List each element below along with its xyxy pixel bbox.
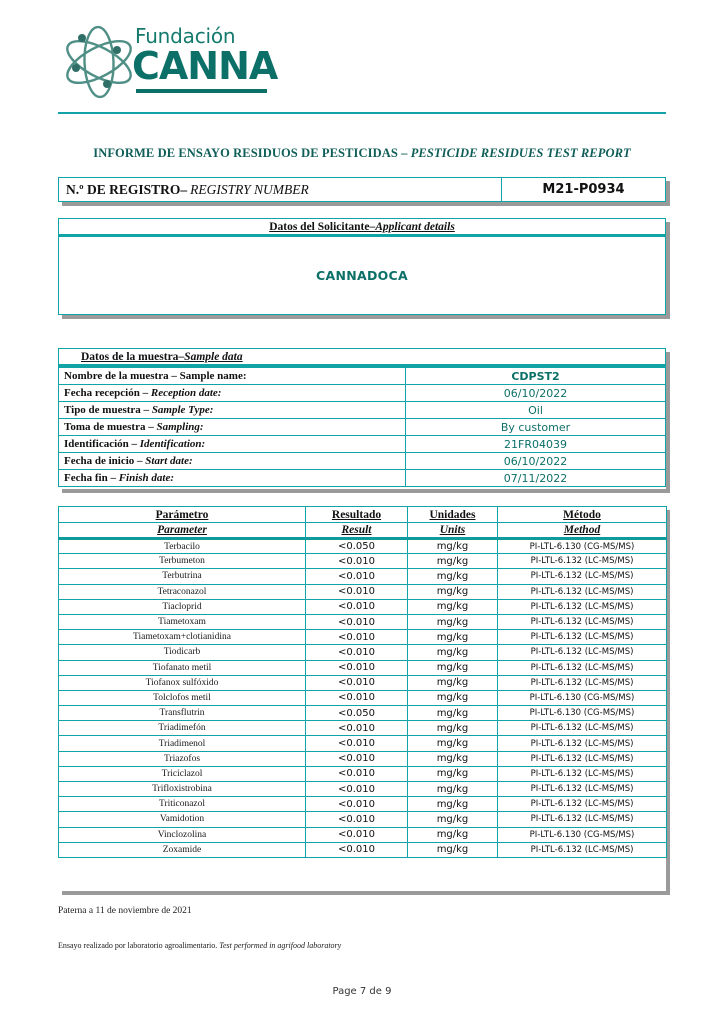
header-divider <box>58 112 666 114</box>
results-header-method <box>498 523 667 539</box>
table-row <box>59 706 667 721</box>
table-row <box>59 539 667 554</box>
result-method: PI-LTL-6.132 (LC-MS/MS) <box>498 721 667 736</box>
applicant-shadow-right <box>666 222 670 319</box>
result-parameter: Tolclofos metil <box>59 690 306 705</box>
result-units: mg/kg <box>408 706 498 721</box>
sample-data-label <box>59 385 406 402</box>
sample-section-header <box>58 348 666 367</box>
result-method: PI-LTL-6.132 (LC-MS/MS) <box>498 842 667 857</box>
result-value: <0.010 <box>306 736 408 751</box>
result-value: <0.010 <box>306 569 408 584</box>
result-parameter: Tiofanato metil <box>59 660 306 675</box>
result-units: mg/kg <box>408 675 498 690</box>
footer-note-es: Ensayo realizado por laboratorio agroalimentario. <box>58 941 220 950</box>
result-units: mg/kg <box>408 584 498 599</box>
sample-data-label-es: Identificación – <box>64 438 140 450</box>
sample-data-label-es: Fecha de inicio – <box>64 455 146 467</box>
sample-data-table <box>58 367 666 487</box>
registry-row <box>58 177 666 202</box>
sample-data-label <box>59 402 406 419</box>
table-row <box>59 751 667 766</box>
result-method: PI-LTL-6.132 (LC-MS/MS) <box>498 660 667 675</box>
registry-number-value: M21-P0934 <box>502 177 666 202</box>
result-units: mg/kg <box>408 812 498 827</box>
results-header-metodo <box>498 507 667 523</box>
results-header-result <box>306 523 408 539</box>
result-parameter: Tiacloprid <box>59 599 306 614</box>
table-row <box>59 675 667 690</box>
result-method: PI-LTL-6.132 (LC-MS/MS) <box>498 812 667 827</box>
result-parameter: Terbutrina <box>59 569 306 584</box>
result-units: mg/kg <box>408 690 498 705</box>
result-value: <0.050 <box>306 706 408 721</box>
sample-data-row <box>59 470 666 487</box>
result-parameter: Tiametoxam+clotianidina <box>59 630 306 645</box>
result-parameter: Tetraconazol <box>59 584 306 599</box>
sample-data-value: CDPST2 <box>406 368 666 385</box>
result-method: PI-LTL-6.132 (LC-MS/MS) <box>498 782 667 797</box>
result-value: <0.010 <box>306 599 408 614</box>
result-units: mg/kg <box>408 554 498 569</box>
result-parameter: Tiametoxam <box>59 614 306 629</box>
table-row <box>59 599 667 614</box>
sample-header-sep: – <box>178 350 185 363</box>
registry-shadow-right <box>666 181 670 206</box>
result-value: <0.010 <box>306 630 408 645</box>
result-units: mg/kg <box>408 736 498 751</box>
result-value: <0.010 <box>306 782 408 797</box>
results-header-parametro <box>59 507 306 523</box>
result-method: PI-LTL-6.132 (LC-MS/MS) <box>498 554 667 569</box>
result-parameter: Tiodicarb <box>59 645 306 660</box>
result-parameter: Vamidotion <box>59 812 306 827</box>
result-parameter: Terbacilo <box>59 539 306 554</box>
applicant-section <box>58 218 666 315</box>
sample-data-label-es: Tipo de muestra – <box>64 404 152 416</box>
results-header-parametro-label: Parámetro <box>155 508 209 521</box>
sample-data-value: By customer <box>406 419 666 436</box>
table-row <box>59 736 667 751</box>
result-parameter: Terbumeton <box>59 554 306 569</box>
sample-data-label-en: Sampling: <box>156 421 204 433</box>
result-value: <0.010 <box>306 584 408 599</box>
table-row <box>59 827 667 842</box>
table-row <box>59 842 667 857</box>
table-row <box>59 554 667 569</box>
result-value: <0.010 <box>306 827 408 842</box>
result-parameter: Triticonazol <box>59 797 306 812</box>
footer-note <box>58 941 341 950</box>
result-method: PI-LTL-6.132 (LC-MS/MS) <box>498 645 667 660</box>
sample-data-label-es: Fecha recepción – <box>64 387 151 399</box>
result-method: PI-LTL-6.132 (LC-MS/MS) <box>498 797 667 812</box>
sample-data-value: 07/11/2022 <box>406 470 666 487</box>
registry-label-sep: – <box>180 181 188 197</box>
sample-data-value: 06/10/2022 <box>406 385 666 402</box>
applicant-body <box>58 237 666 315</box>
results-header-unidades <box>408 507 498 523</box>
logo-fundacion-text: Fundación <box>135 24 236 48</box>
result-value: <0.050 <box>306 539 408 554</box>
result-units: mg/kg <box>408 630 498 645</box>
result-units: mg/kg <box>408 645 498 660</box>
sample-data-label-es: Nombre de la muestra – <box>64 370 180 382</box>
result-units: mg/kg <box>408 782 498 797</box>
sample-data-label <box>59 419 406 436</box>
result-units: mg/kg <box>408 660 498 675</box>
result-value: <0.010 <box>306 554 408 569</box>
footer-note-en: Test performed in agrifood laboratory <box>219 941 342 950</box>
registry-label-es: N.º DE REGISTRO <box>66 181 181 197</box>
results-header-result-label: Result <box>341 524 372 536</box>
sample-data-value: 21FR04039 <box>406 436 666 453</box>
applicant-header-es: Datos del Solicitante <box>269 220 370 233</box>
results-header-units-label: Units <box>439 524 466 536</box>
table-row <box>59 812 667 827</box>
results-section <box>58 506 666 858</box>
result-parameter: Triadimefón <box>59 721 306 736</box>
sample-data-label-en: Start date: <box>145 455 193 467</box>
sample-data-label <box>59 368 406 385</box>
result-value: <0.010 <box>306 660 408 675</box>
sample-data-label-en: Finish date: <box>118 472 175 484</box>
result-method: PI-LTL-6.130 (CG-MS/MS) <box>498 827 667 842</box>
atom-icon <box>60 24 138 100</box>
table-row <box>59 721 667 736</box>
results-table <box>58 506 667 858</box>
sample-shadow-right <box>666 352 670 493</box>
registry-label <box>58 177 502 202</box>
sample-data-label-en: Reception date: <box>150 387 222 399</box>
result-value: <0.010 <box>306 675 408 690</box>
sample-data-label-en: Identification: <box>139 438 206 450</box>
result-method: PI-LTL-6.130 (CG-MS/MS) <box>498 706 667 721</box>
sample-data-row <box>59 453 666 470</box>
result-units: mg/kg <box>408 827 498 842</box>
results-header-units <box>408 523 498 539</box>
results-header-row-es <box>59 507 667 523</box>
footer-place-date: Paterna a 11 de noviembre de 2021 <box>58 906 192 916</box>
sample-data-row <box>59 436 666 453</box>
table-row <box>59 690 667 705</box>
result-method: PI-LTL-6.132 (LC-MS/MS) <box>498 675 667 690</box>
sample-data-row <box>59 419 666 436</box>
sample-shadow-bottom <box>62 489 670 493</box>
results-header-parameter <box>59 523 306 539</box>
result-value: <0.010 <box>306 751 408 766</box>
sample-data-label <box>59 470 406 487</box>
logo-underline <box>136 89 267 93</box>
applicant-header-en: Applicant details <box>375 220 455 233</box>
result-parameter: Triciclazol <box>59 766 306 781</box>
page-title-es: INFORME DE ENSAYO RESIDUOS DE PESTICIDAS – <box>93 146 411 160</box>
result-parameter: Triadimenol <box>59 736 306 751</box>
logo-canna-text: CANNA <box>132 44 278 88</box>
table-row <box>59 630 667 645</box>
result-units: mg/kg <box>408 569 498 584</box>
fundacion-canna-logo <box>60 22 310 104</box>
result-parameter: Transflutrin <box>59 706 306 721</box>
result-value: <0.010 <box>306 812 408 827</box>
applicant-name: CANNADOCA <box>316 268 408 283</box>
result-value: <0.010 <box>306 766 408 781</box>
result-units: mg/kg <box>408 721 498 736</box>
sample-data-label-es: Toma de muestra – <box>64 421 157 433</box>
sample-data-value: Oil <box>406 402 666 419</box>
sample-data-row <box>59 368 666 385</box>
result-units: mg/kg <box>408 797 498 812</box>
result-method: PI-LTL-6.130 (CG-MS/MS) <box>498 690 667 705</box>
result-method: PI-LTL-6.132 (LC-MS/MS) <box>498 630 667 645</box>
result-units: mg/kg <box>408 614 498 629</box>
results-shadow-bottom <box>62 891 670 895</box>
results-header-resultado <box>306 507 408 523</box>
table-row <box>59 584 667 599</box>
results-header-resultado-label: Resultado <box>331 508 382 521</box>
sample-data-section <box>58 348 666 487</box>
sample-data-row <box>59 385 666 402</box>
result-parameter: Tiofanox sulfóxido <box>59 675 306 690</box>
result-value: <0.010 <box>306 797 408 812</box>
sample-data-label-es: Fecha fin – <box>64 472 119 484</box>
table-row <box>59 782 667 797</box>
sample-data-label <box>59 453 406 470</box>
result-parameter: Trifloxistrobina <box>59 782 306 797</box>
result-method: PI-LTL-6.132 (LC-MS/MS) <box>498 614 667 629</box>
result-parameter: Zoxamide <box>59 842 306 857</box>
results-header-metodo-label: Método <box>563 508 601 521</box>
sample-data-row <box>59 402 666 419</box>
result-units: mg/kg <box>408 539 498 554</box>
page-title <box>0 146 724 161</box>
table-row <box>59 569 667 584</box>
result-units: mg/kg <box>408 766 498 781</box>
result-parameter: Triazofos <box>59 751 306 766</box>
result-method: PI-LTL-6.132 (LC-MS/MS) <box>498 569 667 584</box>
results-header-parameter-label: Parameter <box>157 524 207 536</box>
applicant-section-header <box>58 218 666 237</box>
result-value: <0.010 <box>306 645 408 660</box>
result-units: mg/kg <box>408 751 498 766</box>
result-units: mg/kg <box>408 842 498 857</box>
sample-data-value: 06/10/2022 <box>406 453 666 470</box>
result-method: PI-LTL-6.132 (LC-MS/MS) <box>498 751 667 766</box>
applicant-shadow-bottom <box>62 315 670 319</box>
result-parameter: Vinclozolina <box>59 827 306 842</box>
result-value: <0.010 <box>306 842 408 857</box>
result-method: PI-LTL-6.132 (LC-MS/MS) <box>498 584 667 599</box>
result-value: <0.010 <box>306 614 408 629</box>
sample-data-label-en: Sample name: <box>179 370 247 382</box>
table-row <box>59 766 667 781</box>
table-row <box>59 645 667 660</box>
results-header-unidades-label: Unidades <box>429 508 476 521</box>
registry-shadow-bottom <box>62 202 670 206</box>
table-row <box>59 797 667 812</box>
table-row <box>59 660 667 675</box>
table-row <box>59 614 667 629</box>
result-method: PI-LTL-6.132 (LC-MS/MS) <box>498 736 667 751</box>
result-value: <0.010 <box>306 721 408 736</box>
page-title-en: PESTICIDE RESIDUES TEST REPORT <box>410 146 631 160</box>
sample-data-label-en: Sample Type: <box>151 404 214 416</box>
result-method: PI-LTL-6.132 (LC-MS/MS) <box>498 599 667 614</box>
sample-data-label <box>59 436 406 453</box>
sample-header-en: Sample data <box>184 350 243 363</box>
result-method: PI-LTL-6.130 (CG-MS/MS) <box>498 539 667 554</box>
applicant-header-sep: – <box>369 220 376 233</box>
result-method: PI-LTL-6.132 (LC-MS/MS) <box>498 766 667 781</box>
result-value: <0.010 <box>306 690 408 705</box>
registry-label-en: REGISTRY NUMBER <box>190 181 309 197</box>
sample-header-es: Datos de la muestra <box>81 350 179 363</box>
result-units: mg/kg <box>408 599 498 614</box>
page-number: Page 7 de 9 <box>332 986 392 997</box>
results-header-row-en <box>59 523 667 539</box>
results-header-method-label: Method <box>563 524 601 536</box>
